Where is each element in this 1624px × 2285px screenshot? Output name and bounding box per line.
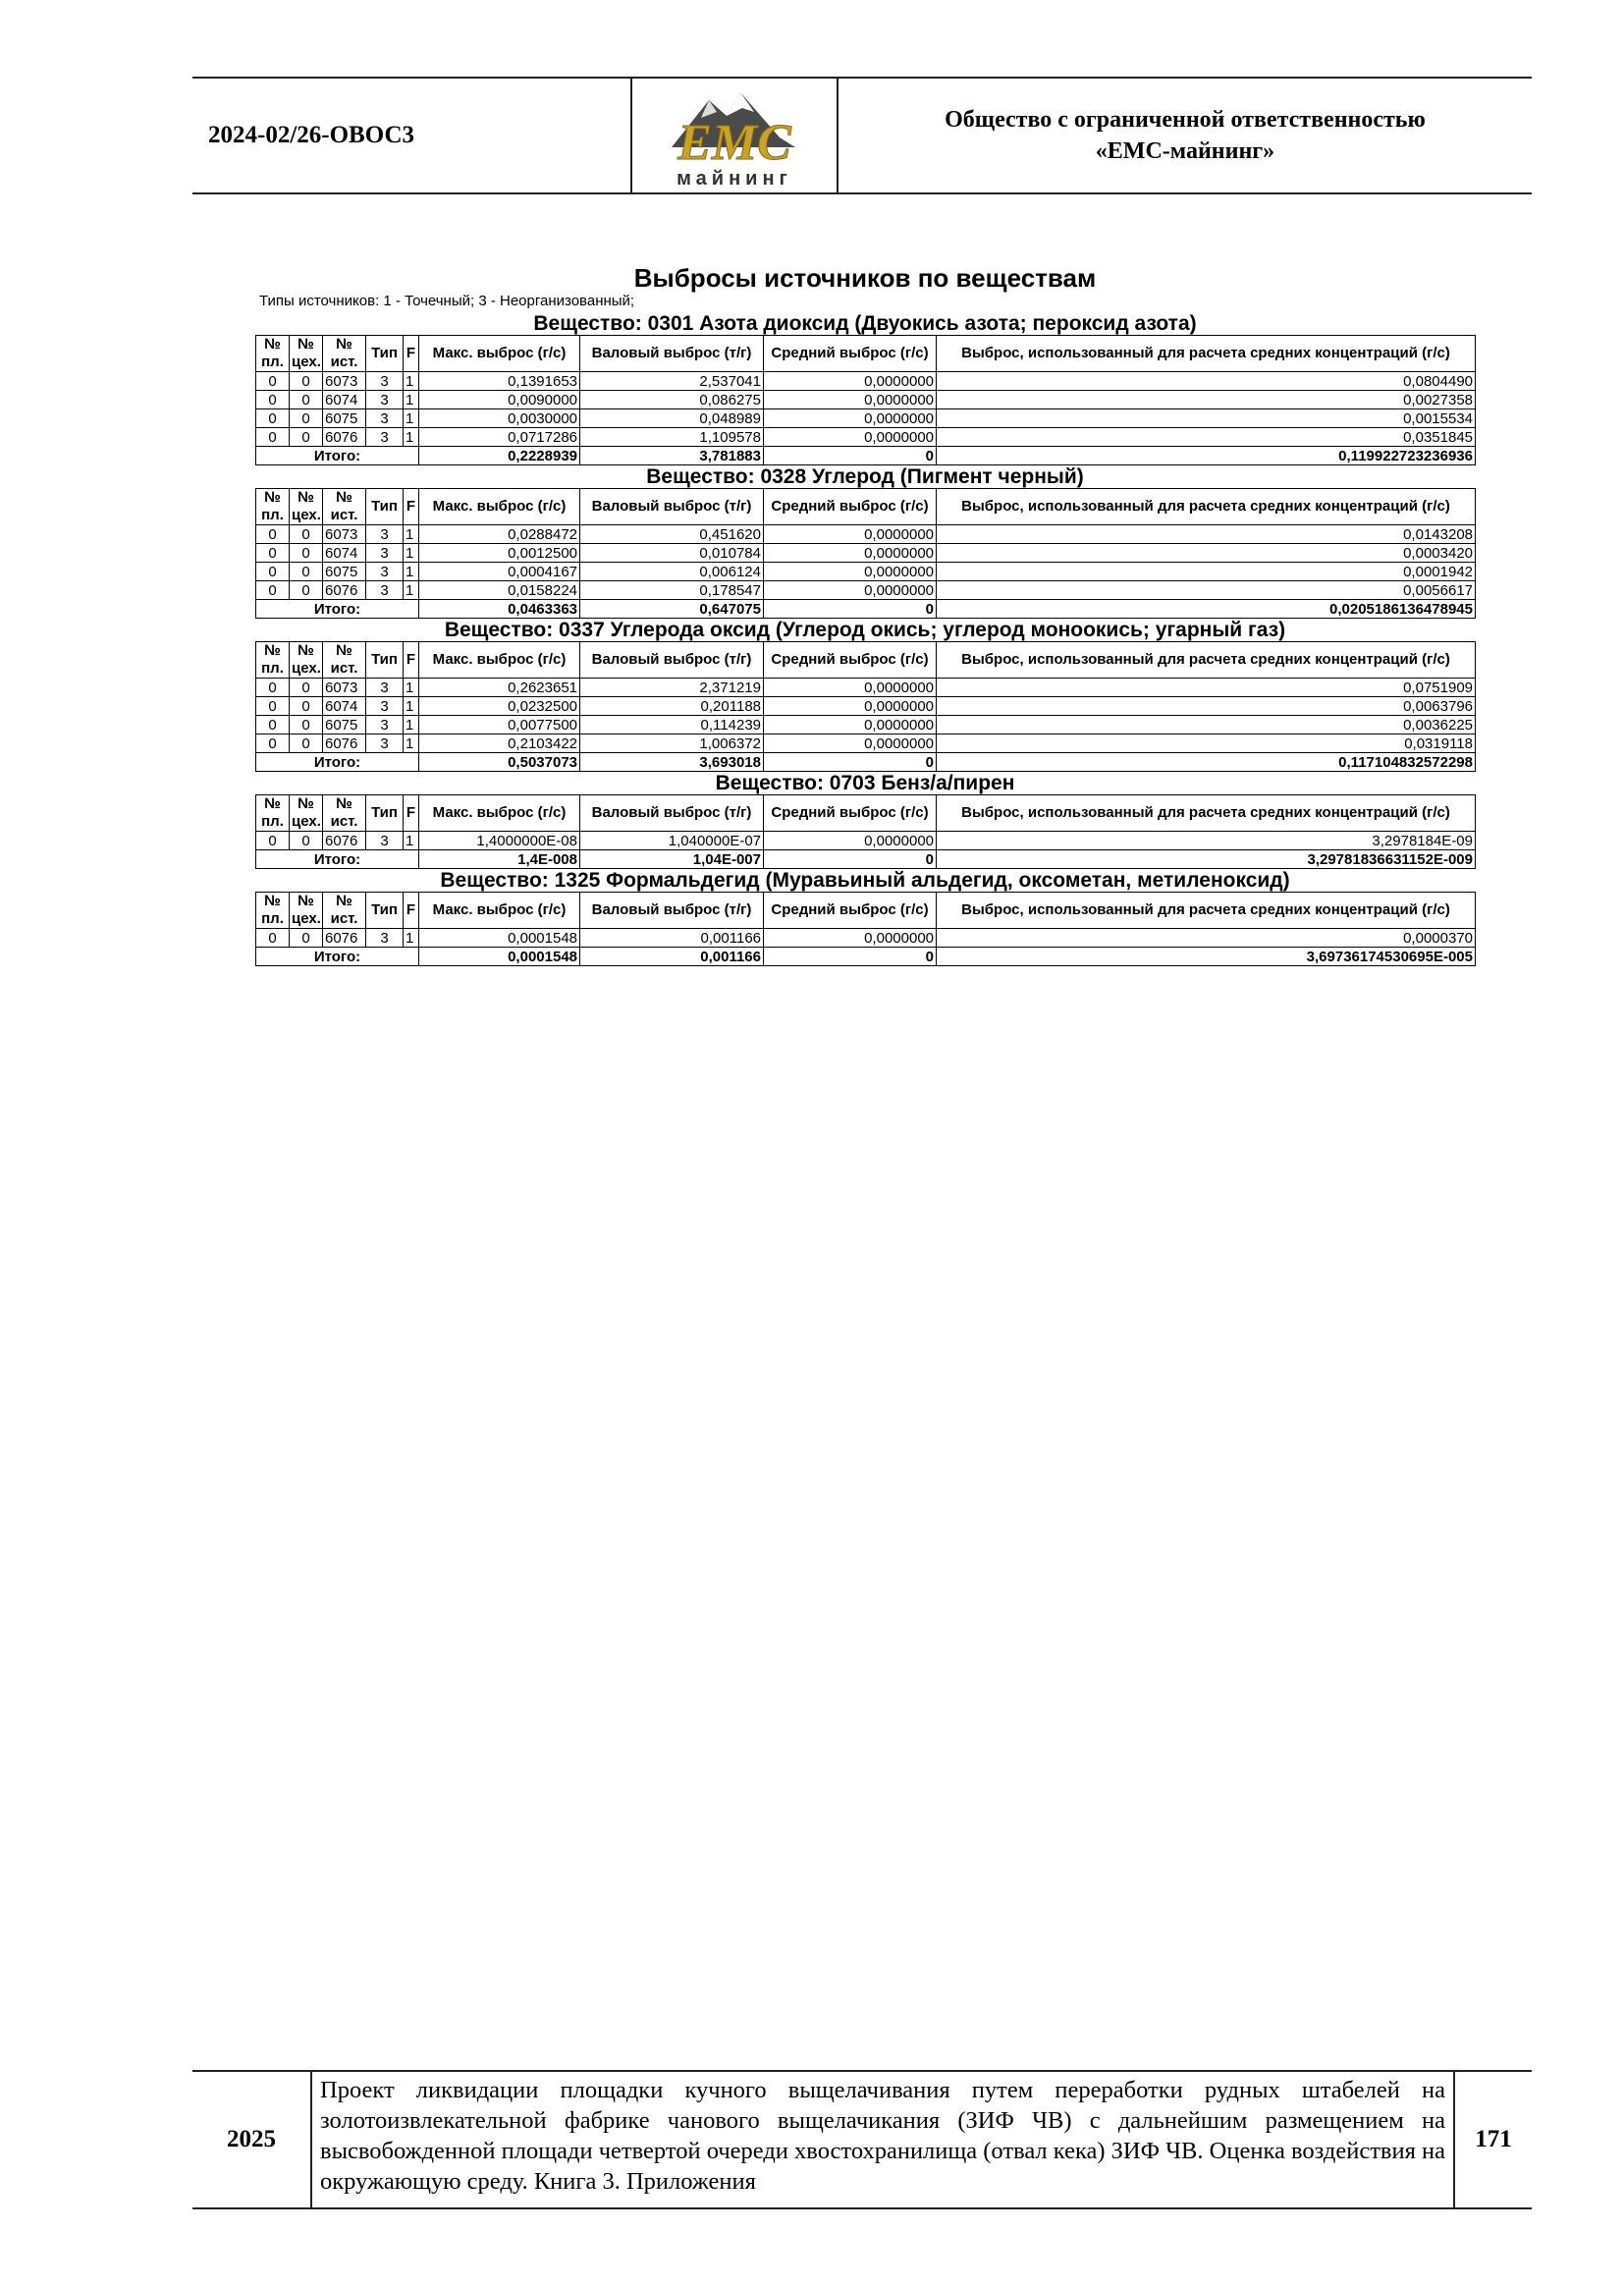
substance-title: Вещество: 0328 Углерод (Пигмент черный) — [646, 465, 1084, 488]
logo-subtext: майнинг — [677, 168, 792, 190]
table-cell: 3 — [366, 716, 404, 734]
table-cell: 2,537041 — [580, 372, 764, 391]
total-cell: 1,4E-008 — [419, 850, 580, 869]
table-cell: 1,4000000E-08 — [419, 832, 580, 850]
table-cell: 1 — [404, 391, 419, 409]
table-row — [256, 563, 1476, 581]
table-cell: 3 — [366, 544, 404, 563]
table-cell: 6076 — [323, 581, 366, 600]
column-header: № ист. — [323, 795, 366, 832]
table-cell: 0,0143208 — [937, 525, 1476, 544]
table-cell: 1,006372 — [580, 734, 764, 753]
table-cell: 0,0000000 — [764, 544, 937, 563]
table-cell: 0 — [256, 929, 290, 948]
report-subtitle: Типы источников: 1 - Точечный; 3 - Неорганизованный; — [259, 293, 635, 309]
table-cell: 0,0000000 — [764, 581, 937, 600]
table-cell: 0,0036225 — [937, 716, 1476, 734]
table-cell: 0,0804490 — [937, 372, 1476, 391]
table-cell: 6076 — [323, 832, 366, 850]
column-header: Средний выброс (г/с) — [764, 489, 937, 525]
table-cell: 2,371219 — [580, 679, 764, 697]
column-header: № ист. — [323, 642, 366, 679]
table-cell: 1 — [404, 428, 419, 447]
table-cell: 0 — [256, 734, 290, 753]
table-cell: 0,0000000 — [764, 679, 937, 697]
table-cell: 0,010784 — [580, 544, 764, 563]
page-footer — [192, 2070, 1532, 2209]
column-header: № ист. — [323, 489, 366, 525]
table-row — [256, 409, 1476, 428]
table-cell: 0,0000000 — [764, 697, 937, 716]
table-cell: 0,0000000 — [764, 391, 937, 409]
total-cell: 0,0001548 — [419, 948, 580, 966]
substance-title: Вещество: 1325 Формальдегид (Муравьиный альдегид, оксометан, метиленоксид) — [440, 869, 1290, 892]
table-header-row — [256, 336, 1476, 372]
table-cell: 0,0012500 — [419, 544, 580, 563]
table-cell: 0,0000000 — [764, 832, 937, 850]
table-cell: 0 — [290, 832, 323, 850]
column-header: Валовый выброс (т/г) — [580, 642, 764, 679]
table-cell: 0,201188 — [580, 697, 764, 716]
column-header: Валовый выброс (т/г) — [580, 336, 764, 372]
table-cell: 6076 — [323, 734, 366, 753]
column-header: Средний выброс (г/с) — [764, 795, 937, 832]
table-cell: 0,0004167 — [419, 563, 580, 581]
total-cell: 0,0205186136478945 — [937, 600, 1476, 619]
column-header: Выброс, использованный для расчета средних концентраций (г/с) — [937, 489, 1476, 525]
table-cell: 1 — [404, 544, 419, 563]
substance-title: Вещество: 0337 Углерода оксид (Углерод окись; углерод моноокись; угарный газ) — [444, 619, 1286, 641]
table-cell: 0 — [256, 581, 290, 600]
emissions-report — [255, 263, 1475, 966]
table-cell: 0,0027358 — [937, 391, 1476, 409]
table-cell: 3 — [366, 391, 404, 409]
table-cell: 0,0077500 — [419, 716, 580, 734]
column-header: Валовый выброс (т/г) — [580, 893, 764, 929]
table-cell: 0,0003420 — [937, 544, 1476, 563]
table-cell: 1 — [404, 929, 419, 948]
table-cell: 6074 — [323, 697, 366, 716]
document-code: 2024-02/26-ОВОС3 — [208, 122, 415, 148]
table-cell: 3 — [366, 832, 404, 850]
table-row — [256, 929, 1476, 948]
table-cell: 6073 — [323, 679, 366, 697]
total-cell: 0,001166 — [580, 948, 764, 966]
substance-section — [255, 312, 1475, 465]
total-cell: 0,2228939 — [419, 447, 580, 465]
column-header: Тип — [366, 489, 404, 525]
table-cell: 3 — [366, 679, 404, 697]
column-header: Валовый выброс (т/г) — [580, 489, 764, 525]
column-header: Выброс, использованный для расчета средних концентраций (г/с) — [937, 642, 1476, 679]
column-header: Тип — [366, 642, 404, 679]
column-header: № пл. — [256, 489, 290, 525]
footer-project-title: Проект ликвидации площадки кучного выщелачивания путем переработки рудных штабелей на золотоизвлекательной фабрике чанового выщелачикания (ЗИФ ЧВ) с дальнейшим размещением на высвобожденной площади четвертой очереди хвостохранилища (отвал кека) ЗИФ ЧВ. Оценка воздействия на окружающую среду. Книга 3. Приложения — [312, 2072, 1455, 2207]
table-cell: 0 — [290, 391, 323, 409]
column-header: Выброс, использованный для расчета средних концентраций (г/с) — [937, 893, 1476, 929]
table-cell: 0,0056617 — [937, 581, 1476, 600]
total-cell: 3,69736174530695E-005 — [937, 948, 1476, 966]
substance-sections — [255, 312, 1475, 966]
table-cell: 0,2103422 — [419, 734, 580, 753]
organization-name — [839, 79, 1532, 192]
table-cell: 0,048989 — [580, 409, 764, 428]
table-cell: 6073 — [323, 525, 366, 544]
total-cell: 3,693018 — [580, 753, 764, 772]
table-cell: 1 — [404, 832, 419, 850]
column-header: Макс. выброс (г/с) — [419, 893, 580, 929]
table-cell: 0,0351845 — [937, 428, 1476, 447]
total-label: Итого: — [256, 600, 419, 619]
table-cell: 0,0015534 — [937, 409, 1476, 428]
column-header: № цех. — [290, 489, 323, 525]
table-cell: 0 — [290, 697, 323, 716]
table-cell: 6074 — [323, 544, 366, 563]
table-row — [256, 716, 1476, 734]
table-cell: 0 — [290, 679, 323, 697]
total-row — [256, 753, 1476, 772]
total-cell: 0 — [764, 447, 937, 465]
table-cell: 1 — [404, 563, 419, 581]
table-cell: 0,0063796 — [937, 697, 1476, 716]
table-cell: 0 — [256, 391, 290, 409]
table-row — [256, 372, 1476, 391]
table-cell: 0,178547 — [580, 581, 764, 600]
column-header: F — [404, 336, 419, 372]
table-cell: 0,0000000 — [764, 372, 937, 391]
table-cell: 1 — [404, 716, 419, 734]
total-cell: 3,781883 — [580, 447, 764, 465]
table-header-row — [256, 489, 1476, 525]
column-header: № пл. — [256, 893, 290, 929]
table-cell: 0,451620 — [580, 525, 764, 544]
table-cell: 0,086275 — [580, 391, 764, 409]
table-cell: 3,2978184E-09 — [937, 832, 1476, 850]
organization-line-1: Общество с ограниченной ответственностью — [945, 107, 1426, 133]
table-cell: 0,2623651 — [419, 679, 580, 697]
table-cell: 0,0000000 — [764, 525, 937, 544]
column-header: № цех. — [290, 795, 323, 832]
column-header: Макс. выброс (г/с) — [419, 336, 580, 372]
column-header: № пл. — [256, 336, 290, 372]
table-cell: 0,1391653 — [419, 372, 580, 391]
total-cell: 0 — [764, 850, 937, 869]
page-number: 171 — [1475, 2126, 1512, 2152]
total-cell: 0 — [764, 753, 937, 772]
total-row — [256, 948, 1476, 966]
column-header: Средний выброс (г/с) — [764, 642, 937, 679]
column-header: Тип — [366, 795, 404, 832]
column-header: Макс. выброс (г/с) — [419, 489, 580, 525]
table-cell: 1 — [404, 372, 419, 391]
table-cell: 0,0288472 — [419, 525, 580, 544]
column-header: № цех. — [290, 336, 323, 372]
table-cell: 0,0090000 — [419, 391, 580, 409]
total-label: Итого: — [256, 753, 419, 772]
column-header: № ист. — [323, 893, 366, 929]
table-cell: 0,0000370 — [937, 929, 1476, 948]
total-row — [256, 447, 1476, 465]
table-cell: 3 — [366, 697, 404, 716]
column-header: Средний выброс (г/с) — [764, 893, 937, 929]
table-cell: 0 — [256, 544, 290, 563]
total-cell: 0,647075 — [580, 600, 764, 619]
table-cell: 0,0001548 — [419, 929, 580, 948]
table-row — [256, 544, 1476, 563]
total-cell: 1,04E-007 — [580, 850, 764, 869]
total-cell: 0 — [764, 600, 937, 619]
table-cell: 1 — [404, 697, 419, 716]
substance-section — [255, 465, 1475, 619]
table-cell: 3 — [366, 525, 404, 544]
table-header-row — [256, 642, 1476, 679]
table-cell: 0 — [256, 409, 290, 428]
table-row — [256, 428, 1476, 447]
table-cell: 0,0717286 — [419, 428, 580, 447]
column-header: Тип — [366, 893, 404, 929]
total-label: Итого: — [256, 948, 419, 966]
table-cell: 1 — [404, 525, 419, 544]
total-cell: 0,119922723236936 — [937, 447, 1476, 465]
column-header: № цех. — [290, 642, 323, 679]
table-row — [256, 679, 1476, 697]
total-cell: 0,117104832572298 — [937, 753, 1476, 772]
table-cell: 1 — [404, 581, 419, 600]
column-header: F — [404, 893, 419, 929]
table-cell: 3 — [366, 734, 404, 753]
total-label: Итого: — [256, 447, 419, 465]
table-cell: 0,0751909 — [937, 679, 1476, 697]
table-cell: 0 — [256, 679, 290, 697]
logo-mountain-icon — [632, 79, 837, 192]
table-cell: 3 — [366, 929, 404, 948]
table-cell: 0,0158224 — [419, 581, 580, 600]
table-cell: 6075 — [323, 563, 366, 581]
total-row — [256, 850, 1476, 869]
footer-year: 2025 — [192, 2072, 312, 2207]
table-cell: 3 — [366, 409, 404, 428]
substance-section — [255, 869, 1475, 966]
column-header: Средний выброс (г/с) — [764, 336, 937, 372]
table-cell: 0 — [290, 563, 323, 581]
column-header: № пл. — [256, 642, 290, 679]
table-cell: 0 — [256, 428, 290, 447]
table-cell: 0 — [256, 525, 290, 544]
table-cell: 0 — [256, 716, 290, 734]
table-cell: 0 — [290, 428, 323, 447]
page-header — [192, 77, 1532, 194]
table-cell: 0,0030000 — [419, 409, 580, 428]
table-cell: 6075 — [323, 716, 366, 734]
table-cell: 6076 — [323, 929, 366, 948]
table-header-row — [256, 893, 1476, 929]
total-cell: 0 — [764, 948, 937, 966]
column-header: Макс. выброс (г/с) — [419, 642, 580, 679]
total-cell: 0,5037073 — [419, 753, 580, 772]
table-cell: 3 — [366, 428, 404, 447]
table-cell: 0,0000000 — [764, 428, 937, 447]
column-header: Макс. выброс (г/с) — [419, 795, 580, 832]
table-cell: 0 — [290, 544, 323, 563]
column-header: Выброс, использованный для расчета средних концентраций (г/с) — [937, 795, 1476, 832]
column-header: F — [404, 489, 419, 525]
column-header: Тип — [366, 336, 404, 372]
emissions-table — [255, 641, 1476, 772]
column-header: F — [404, 642, 419, 679]
table-cell: 6076 — [323, 428, 366, 447]
column-header: № цех. — [290, 893, 323, 929]
column-header: № пл. — [256, 795, 290, 832]
table-cell: 3 — [366, 563, 404, 581]
total-cell: 0,0463363 — [419, 600, 580, 619]
table-cell: 1,040000E-07 — [580, 832, 764, 850]
column-header: F — [404, 795, 419, 832]
emissions-table — [255, 488, 1476, 619]
table-header-row — [256, 795, 1476, 832]
table-cell: 0,0000000 — [764, 734, 937, 753]
table-cell: 0 — [256, 372, 290, 391]
table-row — [256, 581, 1476, 600]
table-cell: 0 — [290, 525, 323, 544]
table-cell: 0,0001942 — [937, 563, 1476, 581]
column-header: Валовый выброс (т/г) — [580, 795, 764, 832]
table-row — [256, 525, 1476, 544]
table-cell: 0,001166 — [580, 929, 764, 948]
substance-section — [255, 619, 1475, 772]
table-cell: 0 — [290, 734, 323, 753]
report-title: Выбросы источников по веществам — [633, 263, 1097, 293]
table-cell: 0,0232500 — [419, 697, 580, 716]
table-cell: 0 — [290, 716, 323, 734]
table-cell: 0,006124 — [580, 563, 764, 581]
substance-title: Вещество: 0703 Бенз/а/пирен — [715, 772, 1015, 794]
table-cell: 0,0000000 — [764, 929, 937, 948]
table-cell: 0,114239 — [580, 716, 764, 734]
table-cell: 0 — [290, 929, 323, 948]
total-label: Итого: — [256, 850, 419, 869]
table-cell: 0,0000000 — [764, 716, 937, 734]
emissions-table — [255, 794, 1476, 869]
total-cell: 3,29781836631152E-009 — [937, 850, 1476, 869]
column-header: Выброс, использованный для расчета средних концентраций (г/с) — [937, 336, 1476, 372]
table-cell: 0 — [290, 372, 323, 391]
column-header: № ист. — [323, 336, 366, 372]
total-row — [256, 600, 1476, 619]
company-logo — [630, 79, 839, 192]
logo-text: ЕМС — [677, 115, 791, 171]
table-cell: 1,109578 — [580, 428, 764, 447]
table-cell: 6075 — [323, 409, 366, 428]
table-row — [256, 391, 1476, 409]
table-cell: 3 — [366, 372, 404, 391]
organization-line-2: «ЕМС-майнинг» — [1095, 138, 1275, 164]
table-cell: 0,0319118 — [937, 734, 1476, 753]
table-cell: 3 — [366, 581, 404, 600]
table-cell: 0 — [256, 832, 290, 850]
emissions-table — [255, 335, 1476, 465]
table-row — [256, 734, 1476, 753]
table-cell: 0 — [290, 409, 323, 428]
table-cell: 1 — [404, 679, 419, 697]
table-cell: 0 — [290, 581, 323, 600]
table-cell: 1 — [404, 734, 419, 753]
table-cell: 0,0000000 — [764, 563, 937, 581]
substance-section — [255, 772, 1475, 869]
table-cell: 1 — [404, 409, 419, 428]
emissions-table — [255, 892, 1476, 966]
table-cell: 0 — [256, 697, 290, 716]
table-cell: 6074 — [323, 391, 366, 409]
table-cell: 0,0000000 — [764, 409, 937, 428]
substance-title: Вещество: 0301 Азота диоксид (Двуокись азота; пероксид азота) — [533, 312, 1197, 335]
table-cell: 6073 — [323, 372, 366, 391]
table-row — [256, 832, 1476, 850]
table-cell: 0 — [256, 563, 290, 581]
table-row — [256, 697, 1476, 716]
